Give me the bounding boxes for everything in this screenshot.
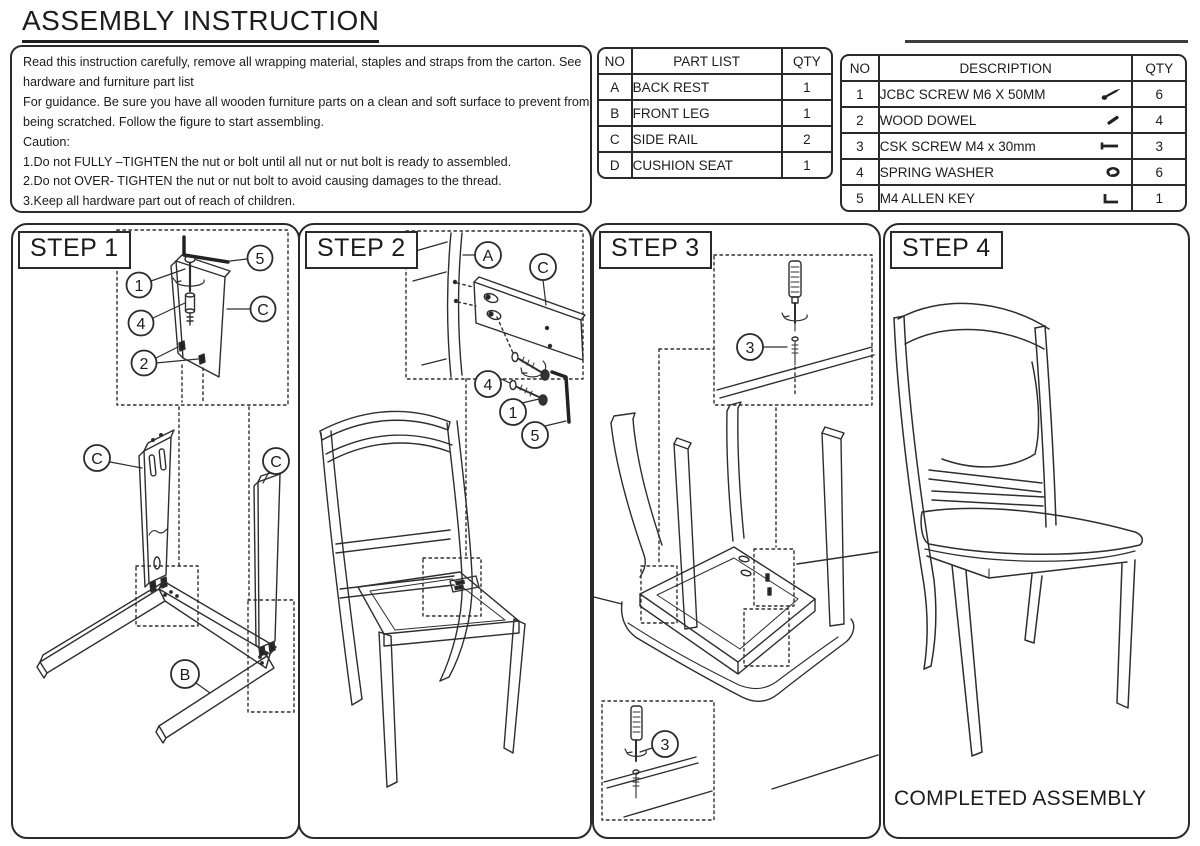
hw-description: CSK SCREW M4 x 30mm (879, 138, 1036, 154)
callout-screw-bottom: 3 (660, 737, 670, 754)
col-header-description: DESCRIPTION (880, 56, 1134, 82)
part-name: SIDE RAIL (633, 127, 783, 153)
side-rail-right-drawing (254, 469, 283, 656)
page-title: ASSEMBLY INSTRUCTION (22, 5, 379, 43)
part-no: B (599, 101, 633, 127)
step3-label: STEP 3 (599, 231, 712, 269)
table-row (599, 153, 831, 177)
side-rail-drawing (474, 277, 585, 360)
col-header-no: NO (842, 56, 880, 82)
part-name: BACK REST (633, 75, 783, 101)
callout-rail-right: C (270, 454, 282, 471)
step4-label: STEP 4 (890, 231, 1003, 269)
instruction-line: 2.Do not OVER- TIGHTEN the nut or nut bolt to avoid causing damages to the thread. (23, 174, 502, 189)
part-no: C (599, 127, 633, 153)
step2-drawing (300, 225, 590, 837)
col-header-qty: QTY (783, 49, 831, 75)
instruction-line: being scratched. Follow the figure to start assembling. (23, 114, 325, 129)
callout-dowel: 2 (139, 356, 149, 373)
step2-callouts (475, 242, 556, 448)
hw-no: 3 (842, 134, 880, 160)
part-qty: 1 (783, 101, 831, 127)
hw-qty: 6 (1133, 82, 1185, 108)
hw-description: JCBC SCREW M6 X 50MM (879, 86, 1046, 102)
completed-chair-drawing (894, 303, 1142, 756)
back-rest-leg-drawing (412, 233, 462, 377)
callout-allen-key: 5 (530, 428, 540, 445)
step3-callouts (652, 334, 763, 757)
side-rail-left-drawing (139, 430, 174, 592)
divider-line (905, 40, 1188, 43)
upside-down-chair-drawing (611, 402, 854, 701)
callout-allen-key: 5 (255, 251, 265, 268)
table-header-row (842, 56, 1185, 82)
callout-washer: 4 (483, 377, 493, 394)
table-row (599, 127, 831, 153)
table-row (599, 101, 831, 127)
callout-rail-detail: C (257, 302, 269, 319)
part-no: A (599, 75, 633, 101)
step1-drawing (13, 225, 298, 837)
step4-drawing (885, 225, 1188, 837)
instruction-line: Read this instruction carefully, remove all wrapping material, staples and straps from the carton. See (23, 55, 582, 69)
hw-no: 4 (842, 160, 880, 186)
hw-no: 2 (842, 108, 880, 134)
callout-washer: 4 (136, 316, 146, 333)
callout-screw: 1 (134, 278, 144, 295)
part-qty: 1 (803, 157, 811, 173)
instruction-line: For guidance. Be sure you have all wooden furniture parts on a clean and soft surface to prevent from (23, 94, 590, 109)
instruction-line: hardware and furniture part list (23, 74, 194, 89)
callout-screw: 1 (508, 405, 518, 422)
step3-drawing (594, 225, 879, 837)
callout-back-rest: A (482, 248, 494, 265)
hw-description: WOOD DOWEL (879, 112, 977, 128)
hw-description: M4 ALLEN KEY (879, 190, 975, 206)
allen-key-icon (1101, 191, 1121, 205)
step2-panel (298, 223, 592, 839)
allen-key-drawing (552, 372, 569, 422)
part-name: CUSHION SEAT (633, 153, 783, 177)
wood-dowel-icon (1105, 114, 1121, 126)
callout-screw-top: 3 (745, 340, 755, 357)
hardware-table (840, 54, 1187, 212)
step3-panel (592, 223, 881, 839)
hw-no: 1 (842, 82, 880, 108)
hw-qty: 4 (1133, 108, 1185, 134)
table-row (599, 75, 831, 101)
hw-qty: 1 (1155, 190, 1163, 206)
screwdriver-drawing (782, 261, 807, 365)
col-header-part-list: PART LIST (633, 49, 783, 75)
csk-screw-icon (1099, 141, 1121, 151)
rail-bottom-drawing (604, 757, 712, 817)
part-qty: 1 (783, 75, 831, 101)
table-row (842, 82, 1185, 108)
table-row (842, 108, 1185, 134)
part-no: D (599, 153, 633, 177)
instruction-line: Caution: (23, 134, 70, 149)
instruction-line: 3.Keep all hardware part out of reach of children. (23, 194, 296, 209)
instruction-line: 1.Do not FULLY –TIGHTEN the nut or bolt until all nut or nut bolt is ready to assembled. (23, 154, 512, 169)
spring-washer-icon (1105, 166, 1121, 178)
screwdriver-bottom-drawing (625, 706, 646, 798)
callout-rail: C (537, 260, 549, 277)
table-row (842, 186, 1185, 210)
step2-label: STEP 2 (305, 231, 418, 269)
table-row (842, 134, 1185, 160)
hw-no: 5 (842, 186, 880, 210)
hw-qty: 3 (1133, 134, 1185, 160)
chair-frame-drawing (320, 411, 525, 787)
col-header-qty: QTY (1133, 56, 1185, 82)
front-leg-assembly-drawing (37, 582, 276, 743)
col-header-no: NO (599, 49, 633, 75)
jcbc-screw-icon (1101, 87, 1121, 101)
part-list-table (597, 47, 833, 179)
completed-assembly-caption: COMPLETED ASSEMBLY (894, 787, 1147, 810)
callout-front-leg: B (179, 667, 191, 684)
step1-label: STEP 1 (18, 231, 131, 269)
hw-qty: 6 (1133, 160, 1185, 186)
instructions-box (10, 45, 592, 213)
step4-panel (883, 223, 1190, 839)
part-qty: 2 (783, 127, 831, 153)
table-header-row (599, 49, 831, 75)
table-row (842, 160, 1185, 186)
callout-rail-left: C (91, 451, 103, 468)
part-name: FRONT LEG (633, 101, 783, 127)
hw-description: SPRING WASHER (879, 164, 994, 180)
step1-panel (11, 223, 300, 839)
